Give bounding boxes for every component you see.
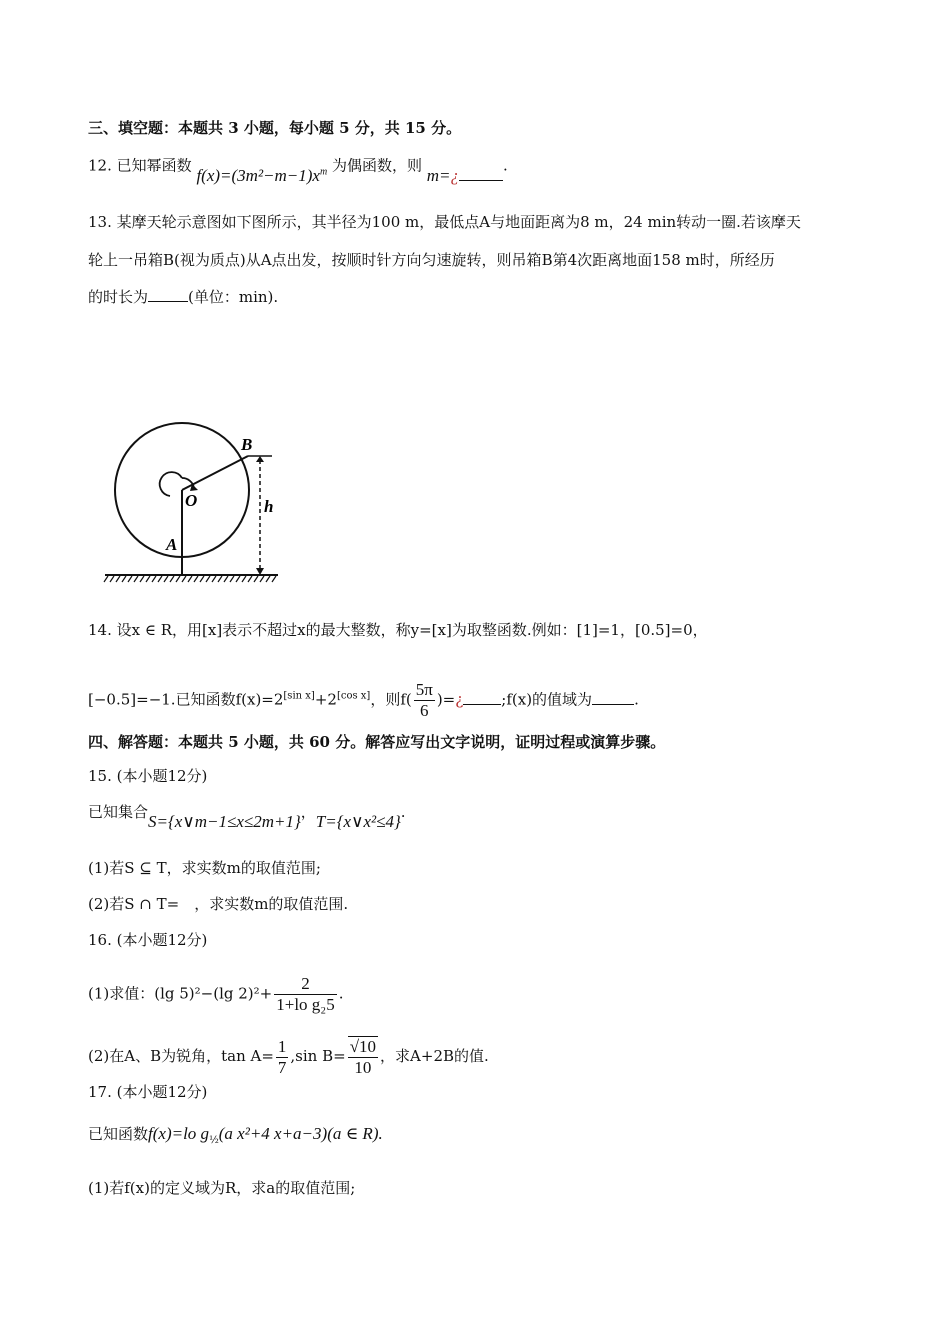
label-h: h [264,497,274,516]
section4-title: 四、解答题：本题共 5 小题，共 60 分。解答应写出文字说明，证明过程或演算步骤。 [88,733,666,751]
ferris-wheel-figure [100,420,290,590]
q16-header: 16. (本小题12分) [88,931,208,949]
q12-prefix: 已知幂函数 [116,156,192,175]
q17-part1: (1)若f(x)的定义域为R，求a的取值范围; [88,1179,356,1197]
height-arrow-down-icon [256,568,264,575]
q14-line2: [−0.5]=−1.已知函数f(x)=2[sin x]+2[cos x]，则f( $\frac{5\pi}{6}$ )=¿ ;f(x)的值域为 . [88,680,639,720]
q14-fraction: $\frac{5\pi}{6}$ [415,680,433,720]
label-b: B [241,435,253,454]
q13-line2: 轮上一吊箱B(视为质点)从A点出发，按顺时针方向匀速旋转，则吊箱B第4次距离地面158 m时，所经历 [88,251,775,269]
q17-header: 17. (本小题12分) [88,1083,208,1101]
q15-header: 15. (本小题12分) [88,767,208,785]
q13-line1: 13. 某摩天轮示意图如下图所示，其半径为100 m，最低点A与地面距离为8 m，24 min转动一圈.若该摩天 [88,213,801,231]
question-12: 12. 已知幂函数 $f(x)=(3m^2-m-1)x^m$ 为偶函数，则 m=¿ . [88,156,508,185]
q13-line3: 的时长为 (单位：min). [88,288,279,306]
rotation-arc [160,472,182,496]
q12-middle: 为偶函数，则 [331,156,422,175]
q16-part1: (1)求值：(lg 5)²−(lg 2)²+ $\frac{2}{\text{1+lo g₂5}}$ . [88,974,344,1014]
q15-part2: (2)若S ∩ T= ，求实数m的取值范围. [88,895,349,913]
q12-expression: $f(x)=(3m^2-m-1)x^m$ [196,165,328,185]
q17-stem: 已知函数f(x)=lo $g_{\frac{1}{2}}(a$ x²+4 x+a−3)(a ∈ R). [88,1124,383,1146]
q15-part1: (1)若S ⊆ T，求实数m的取值范围; [88,859,321,877]
label-o: O [185,491,198,510]
height-arrow-up-icon [256,456,264,462]
q12-answer: m=¿ [427,166,503,185]
label-a: A [166,535,178,554]
section3-title: 三、填空题：本题共 3 小题，每小题 5 分，共 15 分。 [88,119,462,137]
q14-line1: 14. 设x ∈ R，用[x]表示不超过x的最大整数，称y=[x]为取整函数.例如：[1]=1，[0.5]=0， [88,621,708,639]
q16-part2: (2)在A、B为锐角，tan A= $\frac{1}{7}$ ,sin B= $\frac{√10}{10}$ ，求A+2B的值. [88,1036,489,1077]
ground-hatch [104,576,276,582]
q12-number: 12. [88,156,112,175]
q15-stem: 已知集合S={x∨m−1≤x≤2m+1}，T={x∨x²≤4}. [88,803,406,831]
